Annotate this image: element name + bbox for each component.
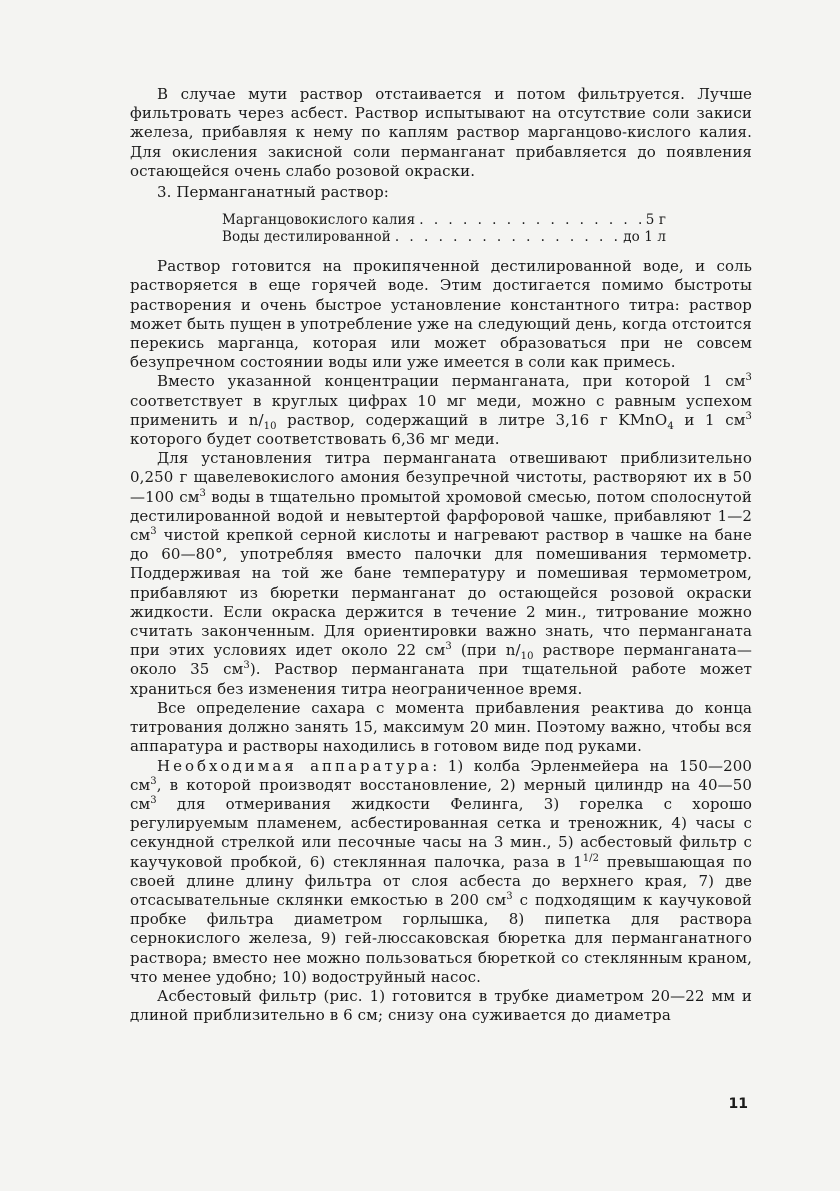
- section-heading-permanganate: 3. Перманганатный раствор:: [157, 183, 389, 202]
- paragraph-titer: Для установления титра перманганата отвешивают приблизительно 0,250 г щавелевокислого амония безупречной чистоты, растворяют их в 50—100 $см^3$ воды в тщательно промытой хромовой смесью, потом сполоснутой дестилированной водой и невытертой фарфоровой чашке, прибавляют 1—2 $см^3$ чистой крепкой серной кислоты и нагревают раствор в чашке на бане до 60—80°, употребляя вместо палочки для помешивания термометр. Поддерживая на той же бане температуру и помешивая термометром, прибавляют из бюретки перманганат до остающейся розовой окраски жидкости. Если окраска держится в течение 2 мин., титрование можно считать законченным. Для ориентировки важно знать, что перманганата при этих условиях идет около 22 $см^3$ (при $n/_{10}$ растворе перманганата—около 35 $см^3$). Раствор перманганата при тщательной работе может храниться без изменения титра неограниченное время.: [130, 449, 753, 698]
- recipe-row: [222, 212, 666, 229]
- recipe-amount: 5 г: [645, 212, 666, 229]
- recipe-row: [222, 229, 666, 246]
- paragraph-concentration: Вместо указанной концентрации перманганата, при которой 1 $см^3$ соответствует в круглых цифрах 10 мг меди, можно с равным успехом применить и $n/_{10}$ раствор, содержащий в литре 3,16 г KMnO$_4$ и 1 $см^3$ которого будет соответствовать 6,36 мг меди.: [130, 372, 753, 449]
- paragraph-apparatus: Необходимая аппаратура: 1) колба Эрленмейера на 150—200 $см^3$, в которой производят восстановление, 2) мерный цилиндр на 40—50 $см^3$ для отмеривания жидкости Фелинга, 3) горелка с хорошо регулируемым пламенем, асбестированная сетка и треножник, 4) часы с секундной стрелкой или песочные часы на 3 мин., 5) асбестовый фильтр с каучуковой пробкой, 6) стеклянная палочка, раза в $1^{1/2}$ превышающая по своей длине длину фильтра от слоя асбеста до верхнего края, 7) две отсасывательные склянки емкостью в 200 $см^3$ с подходящим к каучуковой пробке фильтра диаметром горлышка, 8) пипетка для раствора сернокислого железа, 9) гей-люссаковская бюретка для перманганатного раствора; вместо нее можно пользоваться бюреткой со стеклянным краном, что менее удобно; 10) водоструйный насос.: [130, 756, 752, 986]
- dot-leader: [395, 229, 619, 246]
- dot-leader: [419, 212, 641, 229]
- paragraph-turbidity: В случае мути раствор отстаивается и потом фильтруется. Лучше фильтровать через асбест. Раствор испытывают на отсутствие соли закиси железа, прибавляя к нему по каплям раствор марганцово-кислого калия. Для окисления закисной соли перманганат прибавляется до появления остающейся очень слабо розовой окраски.: [130, 85, 752, 180]
- recipe-ingredient: Воды дестилированной: [222, 228, 391, 245]
- paragraph-timing: Все определение сахара с момента прибавления реактива до конца титрования должно занять 15, максимум 20 мин. Поэтому важно, чтобы вся аппаратура и растворы находились в готовом виде под руками.: [130, 698, 752, 756]
- paragraph-asbestos-filter: Асбестовый фильтр (рис. 1) готовится в трубке диаметром 20—22 мм и длиной приблизительно в 6 см; снизу она суживается до диаметра: [130, 986, 752, 1025]
- recipe-list: [222, 212, 666, 245]
- apparatus-lead: Необходимая аппаратура: [157, 756, 433, 775]
- page-number: 11: [728, 1096, 748, 1112]
- body-text: [130, 85, 752, 1025]
- recipe-amount: до 1 л: [623, 228, 666, 245]
- paragraph-preparation: Раствор готовится на прокипяченной дестилированной воде, и соль растворяется в еще горячей воде. Этим достигается помимо быстроты растворения и очень быстрое установление константного титра: раствор может быть пущен в употребление уже на следующий день, когда отстоится перекись марганца, которая или может образоваться при не совсем безупречном состоянии воды или уже имеется в соли как примесь.: [130, 257, 752, 372]
- recipe-ingredient: Марганцовокислого калия: [222, 212, 416, 229]
